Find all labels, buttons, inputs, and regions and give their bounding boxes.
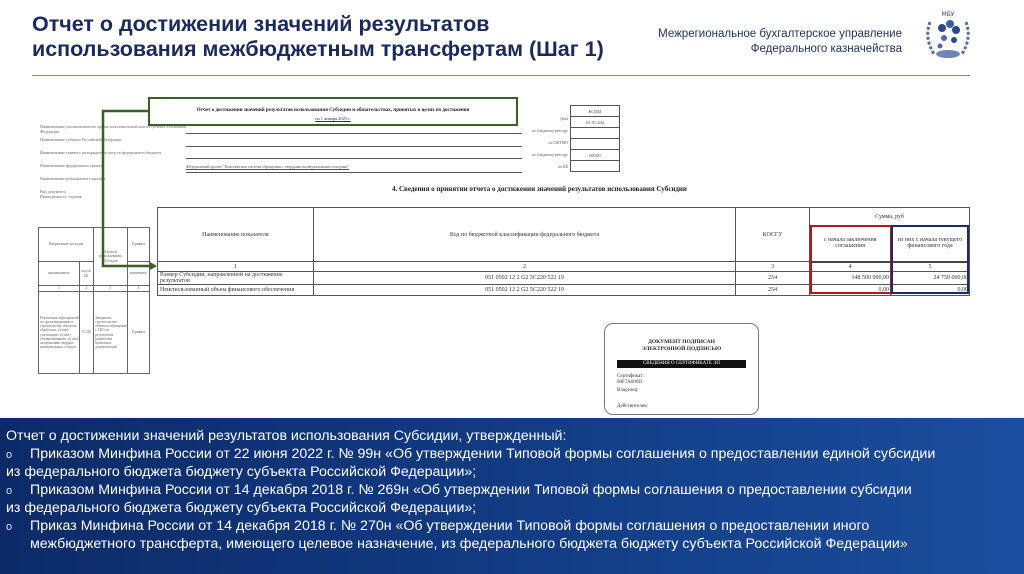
panel-intro: Отчет о достижении значений результатов использования Субсидии, утвержденный:: [6, 428, 567, 444]
form-label: Наименование главного распорядителя средств федерального бюджета: [40, 150, 162, 155]
header-cell: Результат использования Субсидии: [93, 228, 127, 286]
list-item: [6, 482, 1024, 501]
stamp-certificate-bar: СВЕДЕНИЯ О СЕРТИФИКАТЕ ЭП: [617, 360, 746, 368]
form-label: Периодичность: годовая: [40, 194, 82, 199]
bullet-icon: o: [6, 520, 13, 533]
bullet-icon: o: [6, 484, 13, 497]
header-since-year: из них с начала текущего финансового года: [891, 226, 970, 262]
code-cell: [571, 161, 620, 172]
form-date: на 1 января 2025 г.: [315, 116, 351, 121]
stamp-cert-value: 00F7A000D: [617, 380, 643, 385]
form-label: Наименование федерального проекта: [40, 163, 104, 168]
col-number: 2: [313, 262, 735, 272]
form-label: Вид документа: [40, 189, 66, 194]
list-item-text: Приказ Минфина России от 14 декабря 2018 г. № 270н «Об утверждении Типовой формы соглашения о предоставлении иного: [30, 517, 870, 534]
bullet-icon: o: [6, 448, 13, 461]
header-kosgu: КОСГУ: [736, 208, 810, 262]
cell-kosgu: 254: [736, 272, 810, 285]
svg-text:МБУ: МБУ: [941, 11, 955, 18]
table-row: [158, 272, 970, 285]
organization-name: [658, 27, 902, 57]
stamp-line-2: ЭЛЕКТРОННОЙ ПОДПИСЬЮ: [641, 346, 722, 352]
cell-since-agreement: 148 500 000,00: [810, 272, 891, 285]
list-item-text-cont: из федерального бюджета бюджету субъекта Российской Федерации»;: [6, 464, 477, 480]
list-item-text: Приказом Минфина России от 22 июня 2022 г. № 99н «Об утверждении Типовой формы соглашения о предоставлении единой субсидии: [30, 445, 936, 462]
code-label: по Сводному реестру: [531, 152, 568, 157]
table-cell: Реализация мероприятий по проектированию и строительству объектов обработки, и (или) утилизации, и (или) обезвреживанию, и (или) захоронению твердых коммунальных отходов: [39, 292, 80, 374]
form-title-highlight: [148, 97, 518, 126]
code-label: Дата: [560, 116, 568, 121]
code-label: по ОКТМО: [548, 140, 568, 145]
stamp-line-1: ДОКУМЕНТ ПОДПИСАН: [648, 339, 715, 345]
title-line-2: использования межбюджетным трансфертам (Шаг 1): [32, 37, 604, 61]
results-table-left: [38, 227, 150, 374]
header-since-agreement: с начала заключения соглашения: [810, 226, 891, 262]
cell-indicator: Размер Субсидии, направленной на достижение результатов: [158, 272, 314, 285]
code-cell: 00100: [571, 150, 620, 161]
list-item-text: Приказом Минфина России от 14 декабря 2018 г. № 269н «Об утверждении Типовой формы соглашения о предоставлении субсидии: [30, 481, 912, 498]
codes-header: КОДЫ: [571, 106, 620, 117]
cell-kbk: 051 0502 12 2 G2 5C220 522 19: [313, 272, 735, 285]
col-number: 1: [39, 286, 80, 292]
table-cell: 5С220: [79, 292, 93, 374]
cell-indicator: Неиспользованный объем финансового обеспечения: [158, 285, 314, 296]
col-number: 2: [79, 286, 93, 292]
header-cell: Единица: [127, 228, 149, 262]
codes-table: [570, 105, 620, 172]
col-number: 3: [736, 262, 810, 272]
header-sum: Сумма, руб: [810, 208, 970, 226]
e-signature-stamp: [604, 323, 759, 415]
org-line-2: Федерального казначейства: [750, 43, 902, 55]
header-kbk: Код по бюджетной классификации федерального бюджета: [313, 208, 735, 262]
code-cell: 01.01.202: [571, 117, 620, 128]
code-cell: [571, 128, 620, 139]
legal-basis-panel: [0, 418, 1024, 574]
title-line-1: Отчет о достижении значений результатов: [32, 12, 490, 36]
col-number: 1: [158, 262, 314, 272]
page-title: [32, 12, 652, 62]
header-cell: код по БК: [79, 262, 93, 286]
table-cell: Единица: [127, 292, 149, 374]
form-field-line: [186, 133, 522, 134]
cell-kbk: 051 0502 12 2 G2 5C220 522 19: [313, 285, 735, 296]
code-label: по Сводному реестру: [531, 128, 568, 133]
stamp-cert-label: Сертификат:: [617, 374, 644, 379]
section-title: 4. Сведения о принятии отчета о достижении значений результатов использования Субсидии: [392, 185, 687, 193]
form-field-line: [186, 172, 522, 173]
cell-since-year: 0,00: [891, 285, 970, 296]
form-label: Наименование субъекта Российской Федерации: [40, 137, 122, 142]
table-cell: Завершено строительство объектов обращения с ТКО по результатам разработки проектных документаций: [93, 292, 127, 374]
stamp-owner-label: Владелец:: [617, 388, 639, 393]
cell-kosgu: 254: [736, 285, 810, 296]
col-number: 4: [127, 286, 149, 292]
form-field-line: [186, 146, 522, 147]
header-cell: наименова: [127, 262, 149, 286]
header-indicator: Наименование показателя: [158, 208, 314, 262]
form-label: Наименование уполномоченного органа исполнительной власти субъекта Российской Федерации: [40, 124, 187, 134]
col-number: 5: [891, 262, 970, 272]
header-divider: [32, 75, 970, 76]
list-item-text-cont: из федерального бюджета бюджету субъекта Российской Федерации»;: [6, 500, 477, 516]
mbu-emblem-icon: [922, 8, 974, 64]
form-title: Отчет о достижении значений результатов использования Субсидии и обязательствах, принятых в целях их достижения: [196, 108, 470, 113]
org-line-1: Межрегиональное бухгалтерское управление: [658, 28, 902, 40]
list-item-text-cont: межбюджетного трансферта, имеющего целевое назначение, из федерального бюджета бюджету субъекта Российской Федерации»: [30, 536, 908, 552]
stamp-valid-label: Действителен:: [617, 404, 648, 409]
list-item: [6, 518, 1024, 537]
header-cell: Направление расходов: [39, 228, 94, 262]
header-cell: наименование: [39, 262, 80, 286]
form-label: Наименование регионального проекта: [40, 176, 106, 181]
federal-project-value: Федеральный проект "Комплексная система обращения с твердыми коммунальными отходами": [186, 164, 350, 169]
list-item: [6, 446, 1024, 465]
code-cell: [571, 139, 620, 150]
col-number: 4: [810, 262, 891, 272]
col-number: 3: [93, 286, 127, 292]
cell-since-agreement: 0,00: [810, 285, 891, 296]
form-labels: [40, 124, 200, 199]
cell-since-year: 24 750 000,00: [891, 272, 970, 285]
subsidy-report-table: [157, 207, 970, 296]
code-label: по БК: [557, 164, 568, 169]
table-row: [158, 285, 970, 296]
form-field-line: [186, 158, 522, 159]
